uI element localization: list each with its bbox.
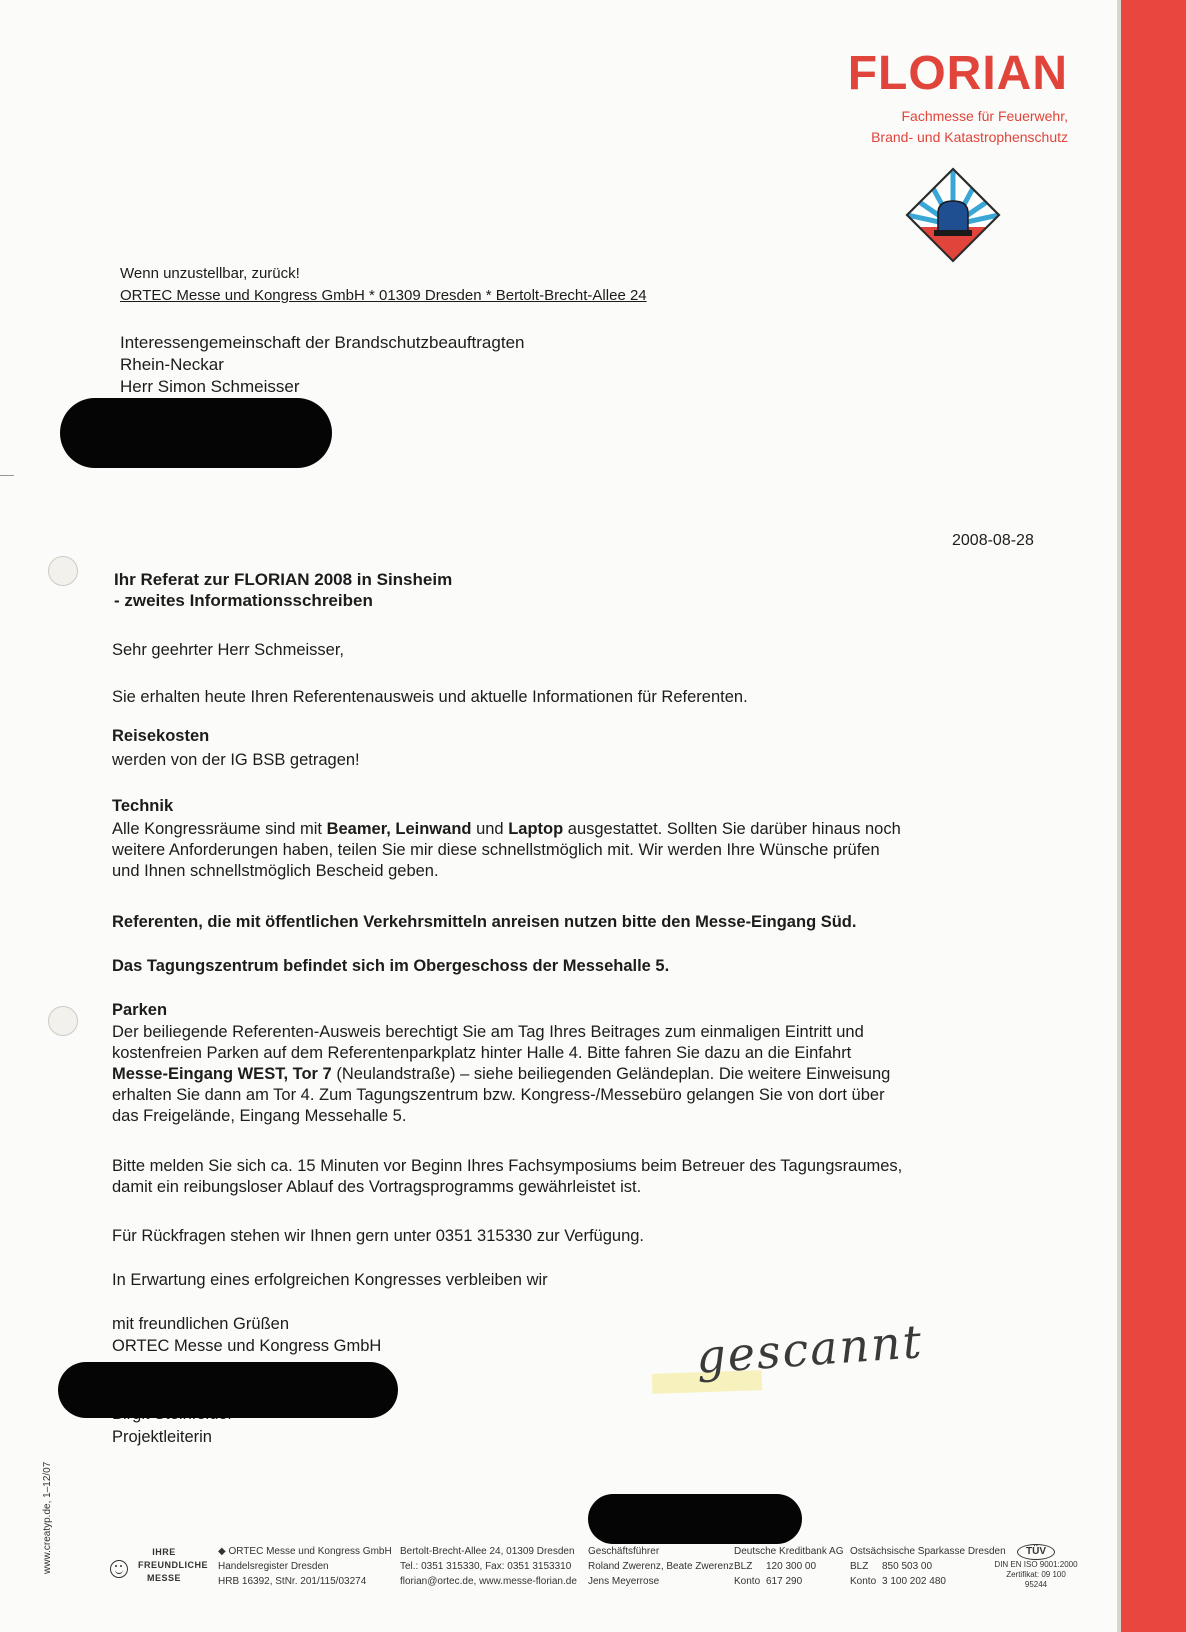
- footer-line: [218, 1544, 392, 1559]
- florian-logo-icon: [905, 167, 1001, 263]
- tuv-line: DIN EN ISO 9001:2000: [994, 1560, 1078, 1569]
- company-name: ORTEC Messe und Kongress GmbH: [112, 1337, 382, 1355]
- parking-entrance: Messe-Eingang WEST, Tor 7: [112, 1065, 332, 1083]
- redaction-bar: [588, 1494, 802, 1544]
- footer-address: [400, 1544, 577, 1589]
- footer-value: 850 503 00: [882, 1561, 933, 1572]
- tuv-certification: [994, 1544, 1078, 1590]
- tech-text: und: [471, 820, 509, 838]
- return-address: ORTEC Messe und Kongress GmbH * 01309 Dresden * Bertolt-Brecht-Allee 24: [120, 287, 647, 304]
- tuv-badge-icon: TÜV: [1017, 1544, 1055, 1560]
- footer-line: [850, 1574, 1006, 1589]
- venue-note: Das Tagungszentrum befindet sich im Obergeschoss der Messehalle 5.: [112, 957, 670, 975]
- parking-paragraph-line: Der beiliegende Referenten-Ausweis berechtigt Sie am Tag Ihres Beitrages zum einmaligen Eintritt und: [112, 1023, 864, 1041]
- footer-bank-1: [734, 1544, 844, 1589]
- intro-paragraph: Sie erhalten heute Ihren Referentenausweis und aktuelle Informationen für Referenten.: [112, 688, 748, 706]
- parking-paragraph-line: das Freigelände, Eingang Messehalle 5.: [112, 1107, 407, 1125]
- redaction-bar: [58, 1362, 398, 1418]
- brand-subtitle-line: Fachmesse für Feuerwehr,: [901, 108, 1068, 124]
- footer-slogan: [120, 1546, 208, 1585]
- footer-label: Konto: [850, 1576, 877, 1587]
- subject-line: - zweites Informationsschreiben: [114, 591, 373, 610]
- recipient-line: Interessengemeinschaft der Brandschutzbeauftragten: [120, 333, 525, 352]
- footer-line: Geschäftsführer: [588, 1546, 660, 1557]
- brand-name: FLORIAN: [847, 47, 1068, 100]
- footer-line: [850, 1559, 1006, 1574]
- footer-label: BLZ: [734, 1561, 753, 1572]
- contact-note: Für Rückfragen stehen wir Ihnen gern unter 0351 315330 zur Verfügung.: [112, 1227, 645, 1245]
- footer-line: Handelsregister Dresden: [218, 1561, 329, 1572]
- recipient-line: Rhein-Neckar: [120, 355, 224, 374]
- footer-value: 617 290: [766, 1576, 803, 1587]
- tech-paragraph-line: [112, 819, 901, 839]
- report-paragraph-line: damit ein reibungsloser Ablauf des Vortragsprogramms gewährleistet ist.: [112, 1178, 642, 1196]
- footer-value: 120 300 00: [766, 1561, 817, 1572]
- tuv-line: Zertifikat: 09 100 95244: [1006, 1570, 1066, 1589]
- footer-line: [734, 1559, 844, 1574]
- tech-text: ausgestattet. Sollten Sie darüber hinaus noch: [563, 820, 901, 838]
- footer-slogan-line: MESSE: [146, 1573, 181, 1583]
- printer-imprint: www.creatyp.de, 1–12/07: [42, 1461, 53, 1574]
- footer-text: ORTEC Messe und Kongress GmbH: [228, 1546, 392, 1557]
- brand-subtitle: [848, 106, 1068, 148]
- tech-heading: Technik: [112, 797, 174, 815]
- parking-text: (Neulandstraße) – siehe beiliegenden Geländeplan. Die weitere Einweisung: [331, 1065, 891, 1083]
- report-paragraph-line: Bitte melden Sie sich ca. 15 Minuten vor Beginn Ihres Fachsymposiums beim Betreuer des Tagungsraumes,: [112, 1157, 903, 1175]
- punch-hole: [48, 556, 78, 586]
- footer-line: Ostsächsische Sparkasse Dresden: [850, 1546, 1006, 1557]
- tech-paragraph-line: und Ihnen schnellstmöglich Bescheid geben.: [112, 862, 439, 880]
- footer-line: Bertolt-Brecht-Allee 24, 01309 Dresden: [400, 1546, 575, 1557]
- footer-label: Konto: [734, 1576, 761, 1587]
- footer-slogan-line: IHRE: [152, 1547, 176, 1557]
- footer-value: 3 100 202 480: [882, 1576, 946, 1587]
- footer-company: [218, 1544, 392, 1589]
- salutation: Sehr geehrter Herr Schmeisser,: [112, 641, 345, 659]
- footer-line: Roland Zwerenz, Beate Zwerenz: [588, 1561, 734, 1572]
- tech-equipment: Beamer, Leinwand: [326, 820, 472, 838]
- tech-paragraph-line: weitere Anforderungen haben, teilen Sie mir diese schnellstmöglich mit. Wir werden Ihre Wünsche prüfen: [112, 841, 880, 859]
- regards: mit freundlichen Grüßen: [112, 1315, 289, 1333]
- tech-text: Alle Kongressräume sind mit: [112, 820, 327, 838]
- parking-paragraph-line: erhalten Sie dann am Tor 4. Zum Tagungszentrum bzw. Kongress-/Messebüro gelangen Sie von dort über: [112, 1086, 885, 1104]
- public-transport-note: Referenten, die mit öffentlichen Verkehrsmitteln anreisen nutzen bitte den Messe-Eingang Süd.: [112, 913, 857, 931]
- punch-hole: [48, 1006, 78, 1036]
- footer-line: Deutsche Kreditbank AG: [734, 1546, 844, 1557]
- diamond-icon: ◆: [218, 1546, 229, 1557]
- footer-management: [588, 1544, 734, 1589]
- fold-mark: [0, 475, 14, 476]
- redaction-bar: [60, 398, 332, 468]
- footer-slogan-line: FREUNDLICHE: [138, 1560, 208, 1570]
- signer-title: Projektleiterin: [112, 1428, 212, 1446]
- footer-line: HRB 16392, StNr. 201/115/03274: [218, 1576, 367, 1587]
- travel-text: werden von der IG BSB getragen!: [112, 751, 360, 769]
- letter-subject: [114, 569, 452, 611]
- parking-paragraph-line: kostenfreien Parken auf dem Referentenparkplatz hinter Halle 4. Bitte fahren Sie dazu an die Einfahrt: [112, 1044, 852, 1062]
- footer-label: BLZ: [850, 1561, 869, 1572]
- handwritten-note: gescannt: [694, 1314, 925, 1384]
- brand-block: [848, 48, 1068, 148]
- subject-line: Ihr Referat zur FLORIAN 2008 in Sinsheim: [114, 570, 453, 589]
- red-side-bar: [1121, 0, 1186, 1632]
- brand-subtitle-line: Brand- und Katastrophenschutz: [871, 129, 1068, 145]
- parking-paragraph-line: [112, 1064, 890, 1084]
- letter-date: 2008-08-28: [952, 532, 1034, 549]
- footer-line: Tel.: 0351 315330, Fax: 0351 3153310: [400, 1561, 572, 1572]
- recipient-line: Herr Simon Schmeisser: [120, 377, 300, 396]
- recipient-address: [120, 332, 524, 398]
- parking-heading: Parken: [112, 1001, 168, 1019]
- return-notice: Wenn unzustellbar, zurück!: [120, 265, 300, 282]
- tech-equipment: Laptop: [508, 820, 564, 838]
- footer-bank-2: [850, 1544, 1006, 1589]
- travel-heading: Reisekosten: [112, 727, 210, 745]
- footer-line: Jens Meyerrose: [588, 1576, 660, 1587]
- footer-line: [734, 1574, 844, 1589]
- footer-line: florian@ortec.de, www.messe-florian.de: [400, 1576, 577, 1587]
- closing-line: In Erwartung eines erfolgreichen Kongresses verbleiben wir: [112, 1271, 548, 1289]
